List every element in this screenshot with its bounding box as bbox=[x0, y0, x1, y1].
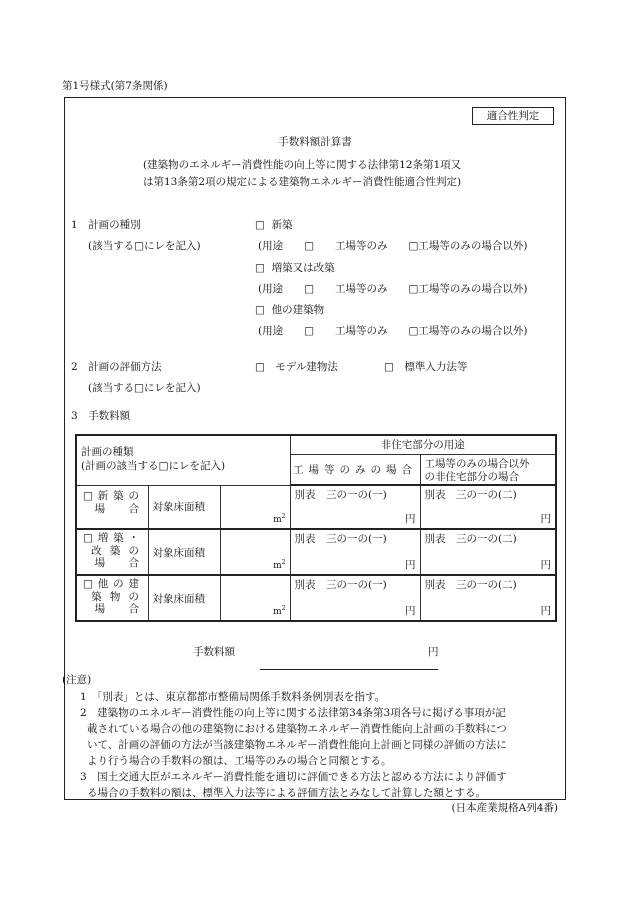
option-new-build-usage: (用途 □ 工場等のみ □工場等のみの場合以外) bbox=[258, 240, 528, 252]
option-extension-usage: (用途 □ 工場等のみ □工場等のみの場合以外) bbox=[258, 283, 528, 295]
note-line: る場合の手数料の額は、標準入力法等による評価方法とみなして計算した額とする。 bbox=[87, 787, 486, 799]
paper-size-footer: (日本産業規格A列4番) bbox=[451, 802, 558, 814]
header-plan-kind: 計画の種類 (計画の該当する□にレを記入) bbox=[76, 435, 290, 485]
note-line: 3 国土交通大臣がエネルギー消費性能を適切に評価できる方法と認める方法により評価す bbox=[80, 771, 507, 783]
row-kind-extension[interactable]: □ 増 築 ・ 改 築 の 場 合 bbox=[76, 529, 148, 575]
table-row bbox=[76, 575, 556, 621]
option-other-building[interactable] bbox=[255, 305, 324, 316]
option-label: 他の建築物 bbox=[271, 304, 325, 316]
subtitle-line-2: は第13条第2項の規定による建築物エネルギー消費性能適合性判定) bbox=[143, 176, 462, 188]
fee-other-field[interactable]: 別表 三の一の(二) 円 bbox=[420, 529, 556, 575]
fee-other-field[interactable]: 別表 三の一の(二) 円 bbox=[420, 485, 556, 529]
section2-heading: 2 計画の評価方法 bbox=[71, 361, 162, 373]
fee-factory-field[interactable]: 別表 三の一の(一) 円 bbox=[290, 485, 420, 529]
note-line: いて、計画の評価の方法が当該建築物エネルギー消費性能向上計画と同様の評価の方法に bbox=[87, 739, 507, 751]
area-value-field[interactable]: $m^2$ bbox=[220, 529, 290, 575]
option-checkbox[interactable]: □ bbox=[255, 262, 265, 274]
fee-other-field[interactable]: 別表 三の一の(二) 円 bbox=[420, 575, 556, 621]
table-row bbox=[76, 529, 556, 575]
table-row bbox=[76, 485, 556, 529]
fee-total-unit: 円 bbox=[428, 646, 439, 658]
option-extension[interactable] bbox=[255, 263, 335, 274]
area-label: 対象床面積 bbox=[148, 485, 220, 529]
header-non-residential-usage: 非住宅部分の用途 bbox=[290, 435, 556, 454]
option-checkbox[interactable]: □ bbox=[255, 304, 265, 316]
section1-instruction: (該当する□にレを記入) bbox=[88, 240, 201, 252]
option-label: 新築 bbox=[271, 219, 293, 231]
option-standard-input[interactable]: □ 標準入力法等 bbox=[384, 361, 468, 373]
note-line: 2 建築物のエネルギー消費性能の向上等に関する法律第34条第3項各号に掲げる事項が記 bbox=[80, 707, 506, 719]
form-label: 第1号様式(第7条関係) bbox=[62, 80, 168, 92]
row-kind-new-build[interactable] bbox=[76, 485, 148, 529]
note-line: 1 「別表」とは、東京都都市整備局関係手数料条例別表を指す。 bbox=[80, 691, 386, 703]
section2-instruction: (該当する□にレを記入) bbox=[88, 382, 201, 394]
area-label: 対象床面積 bbox=[148, 529, 220, 575]
option-label: 増築又は改築 bbox=[271, 262, 335, 274]
area-value-field[interactable]: $m^2$ bbox=[220, 575, 290, 621]
option-other-building-usage: (用途 □ 工場等のみ □工場等のみの場合以外) bbox=[258, 325, 528, 337]
kind-line: □ 新 築 の bbox=[83, 489, 139, 502]
header-factory-only: 工場等のみの場合 bbox=[290, 454, 420, 485]
section1-heading: 1 計画の種別 bbox=[71, 219, 141, 231]
suitability-stamp-box: 適合性判定 bbox=[472, 107, 554, 125]
subtitle-line-1: (建築物のエネルギー消費性能の向上等に関する法律第12条第1項又 bbox=[143, 159, 462, 171]
notes-heading: (注意) bbox=[62, 674, 92, 686]
fee-table bbox=[75, 434, 557, 622]
document-title: 手数料額計算書 bbox=[278, 136, 352, 148]
fee-factory-field[interactable]: 別表 三の一の(一) 円 bbox=[290, 529, 420, 575]
fee-total-input[interactable] bbox=[260, 659, 438, 670]
option-model-building[interactable]: □ モデル建物法 bbox=[255, 361, 338, 373]
option-checkbox[interactable]: □ bbox=[255, 219, 265, 231]
header-other-than-factory: 工場等のみの場合以外 の非住宅部分の場合 bbox=[420, 454, 556, 485]
option-new-build[interactable] bbox=[255, 220, 293, 231]
section3-heading: 3 手数料額 bbox=[71, 410, 131, 422]
area-value-field[interactable]: $m^2$ bbox=[220, 485, 290, 529]
area-label: 対象床面積 bbox=[148, 575, 220, 621]
row-kind-other-building[interactable]: □ 他 の 建 築 物 の 場 合 bbox=[76, 575, 148, 621]
fee-factory-field[interactable]: 別表 三の一の(一) 円 bbox=[290, 575, 420, 621]
kind-line: 場 合 bbox=[94, 502, 139, 515]
fee-total-label: 手数料額 bbox=[193, 646, 235, 658]
note-line: より行う場合の手数料の額は、工場等のみの場合と同額とする。 bbox=[87, 755, 392, 767]
note-line: 載されている場合の他の建築物における建築物エネルギー消費性能向上計画の手数料につ bbox=[87, 723, 507, 735]
